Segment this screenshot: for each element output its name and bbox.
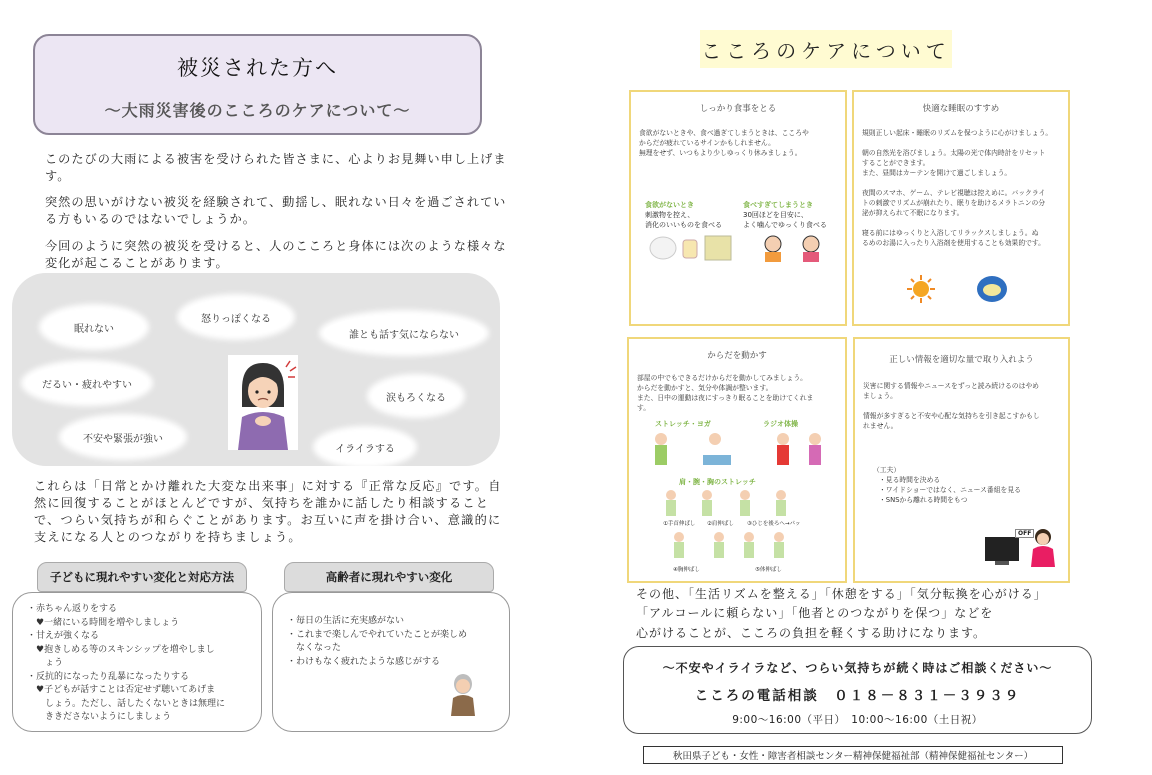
panel-text-line: 情報が多すぎると不安や心配な気持ちを引き起こすかもし [863, 412, 1040, 420]
stretch-step-label: ④胸伸ばし [673, 567, 700, 573]
caption-stretch-yoga: ストレッチ・ヨガ [655, 420, 711, 428]
title-box [33, 34, 482, 135]
children-box [12, 592, 262, 732]
page-title: 被災された方へ [177, 56, 338, 80]
contact-headline: ～不安やイライラなど、つらい気持ちが続く時はご相談ください～ [662, 661, 1053, 675]
right-title: こころのケアについて [700, 30, 952, 68]
tip-line: ・見る時間を決める [879, 476, 941, 484]
panel-text-line: 泌が抑えられて不眠になります。 [862, 209, 964, 217]
panel-text-line [862, 138, 1060, 148]
intro-paragraph-3: 今回のように突然の被災を受けると、人のこころと身体には次のような様々な変化が起こることがあります。 [45, 239, 507, 270]
tip-line: ・SNSから離れる時間をもつ [879, 496, 968, 504]
worried-person-illustration [228, 355, 298, 450]
elderly-line: ・わけもなく疲れたような感じがする [287, 656, 441, 667]
panel-text-line: るめのお湯に入ったり入浴剤を使用することも効果的です。 [862, 239, 1045, 247]
symptom-cloud: だるい・疲れやすい [26, 365, 148, 401]
off-label: OFF [1015, 529, 1034, 538]
panel-text-line: 朝の自然光を浴びましょう。太陽の光で体内時計をリセット [862, 149, 1046, 157]
caption-text: よく噛んでゆっくり食べる [743, 221, 827, 229]
panel-heading: からだを動かす [707, 351, 767, 361]
children-line: ききださないようにしましょう [27, 712, 172, 722]
elderly-tab: 高齢者に現れやすい変化 [284, 562, 494, 592]
panel-text-line: 夜間のスマホ、ゲーム、テレビ視聴は控えめに。バックライ [862, 189, 1046, 197]
panel-exercise [627, 337, 847, 583]
symptom-cloud: 誰とも話す気にならない [324, 315, 484, 351]
panel-heading: 正しい情報を適切な量で取り入れよう [889, 355, 1034, 365]
moon-icon [976, 274, 1008, 308]
caption-shoulder-stretch: 肩・腕・胸のストレッチ [679, 478, 756, 486]
elderly-line: ・毎日の生活に充実感がない [287, 616, 405, 626]
panel-information [853, 337, 1070, 583]
food-illustration [647, 232, 737, 266]
panel-sleep [852, 90, 1070, 326]
children-tab: 子どもに現れやすい変化と対応方法 [37, 562, 247, 592]
panel-text-line: す。 [637, 404, 651, 412]
publisher-credit: 秋田県子ども・女性・障害者相談センター精神保健福祉部（精神保健福祉センター） [643, 746, 1063, 764]
elderly-line: なくなった [287, 643, 342, 653]
elderly-line: ・これまで楽しんでやれていたことが楽しめ [287, 629, 468, 640]
exercise-illustration [643, 429, 833, 473]
panel-text-line: また、日中の運動は夜にすっきり眠ることを助けてくれま [637, 394, 814, 402]
panel-text-line [862, 178, 1060, 188]
stretch-step-label: ①手首伸ばし [663, 521, 696, 527]
children-line: ・反抗的になったり乱暴になったりする [27, 671, 190, 682]
intro-paragraph-1: このたびの大雨による被害を受けられた皆さまに、心よりお見舞い申し上げます。 [45, 152, 507, 183]
stretch-step-label: ②肩伸ばし [707, 521, 734, 527]
panel-text-line: 規則正しい起床・睡眠のリズムを保つように心がけましょう。 [862, 129, 1053, 137]
panel-text-line: 食欲がないときや、食べ過ぎてしまうときは、こころや [639, 129, 809, 137]
children-line: ょう [27, 658, 64, 668]
children-line: ・赤ちゃん返りをする [27, 604, 118, 614]
symptom-cloud: イライラする [318, 431, 412, 463]
panel-text-line: からだを動かすと、気分や体調が整います。 [637, 384, 773, 392]
symptom-cloud: 不安や緊張が強い [64, 419, 182, 455]
elderly-person-illustration [445, 672, 481, 716]
symptom-cloud: 眠れない [44, 309, 144, 345]
tips-title: （工夫） [873, 466, 901, 474]
caption-overeating: 食べすぎてしまうとき [743, 201, 813, 209]
intro-paragraph-2: 突然の思いがけない被災を経験されて、動揺し、眠れない日々を過ごされている方もいるのではないでしょうか。 [45, 195, 507, 226]
footer-line: その他、「生活リズムを整える」「休憩をする」「気分転換を心がける」 [636, 587, 1047, 601]
caption-text: 30回ほどを目安に、 [743, 211, 808, 219]
footer-line: 「アルコールに頼らない」「他者とのつながりを保つ」などを [636, 606, 994, 620]
panel-text-line: 災害に関する情報やニュースをずっと読み続けるのはやめ [863, 382, 1039, 390]
panel-eating [629, 90, 847, 326]
sun-icon [906, 274, 936, 308]
children-line: しょう。ただし、話したくないときは無理に [27, 698, 226, 709]
footer-line: 心がけることが、こころの負担を軽くする助けになります。 [636, 626, 987, 640]
symptom-cloud: 涙もろくなる [372, 379, 460, 413]
tip-line: ・ワイドショーではなく、ニュース番組を見る [879, 486, 1021, 494]
panel-text-line [863, 401, 1060, 411]
children-line: ♥抱きしめる等のスキンシップを増やしまし [27, 644, 215, 655]
panel-text-line: 寝る前にはゆっくりと入浴してリラックスしましょう。ぬ [862, 229, 1039, 237]
caption-text: 消化のいいものを食べる [645, 221, 722, 229]
panel-text-line: からだが疲れているサインかもしれません。 [639, 139, 775, 147]
stretch-step-label: ③ひじを後ろへ→パッ [747, 521, 801, 527]
symptom-cloud: 怒りっぽくなる [182, 299, 290, 335]
panel-text-line: することができます。 [862, 159, 930, 167]
contact-phone: こころの電話相談 ０１８－８３１－３９３９ [694, 688, 1021, 704]
children-eating-illustration [759, 232, 839, 266]
panel-heading: しっかり食事をとる [699, 104, 777, 114]
caption-no-appetite: 食欲がないとき [645, 201, 694, 209]
panel-text-line: トの刺激でリズムが崩れたり、眠りを助けるメラトニンの分 [862, 199, 1046, 207]
panel-text-line: れません。 [863, 422, 898, 430]
panel-text-line: 無理をせず、いつもより少しゆっくり休みましょう。 [639, 149, 802, 157]
contact-hours: 9:00～16:00（平日） 10:00～16:00（土日祝） [732, 714, 983, 726]
panel-text-line: ましょう。 [863, 392, 897, 400]
caption-radio-exercise: ラジオ体操 [763, 420, 798, 428]
panel-text-line: また、昼間はカーテンを開けて過ごしましょう。 [862, 169, 1012, 177]
panel-heading: 快適な睡眠のすすめ [922, 104, 1000, 114]
children-line: ・甘えが強くなる [27, 631, 100, 641]
caption-text: 刺激物を控え、 [645, 211, 695, 219]
stretch-steps-illustration [659, 487, 809, 571]
normal-reaction-paragraph: これらは「日常とかけ離れた大変な出来事」に対する『正常な反応』です。自然に回復することがほとんどですが、気持ちを誰かに話したり相談することで、つらい気持ちが和らぐことがあります。お互いに声を掛け合い、意識的に支えになる人とのつながりを持ちましょう。 [34, 479, 502, 544]
children-line: ♥子どもが話すことは否定せず聴いてあげま [27, 685, 216, 695]
page-subtitle: ～大雨災害後のこころのケアについて～ [104, 101, 411, 120]
panel-text-line: 部屋の中でもできるだけからだを動かしてみましょう。 [637, 374, 807, 382]
panel-text-line [862, 218, 1060, 228]
children-line: ♥一緒にいる時間を増やしましょう [27, 617, 180, 628]
stretch-step-label: ⑤体伸ばし [755, 567, 782, 573]
contact-box [623, 646, 1092, 734]
